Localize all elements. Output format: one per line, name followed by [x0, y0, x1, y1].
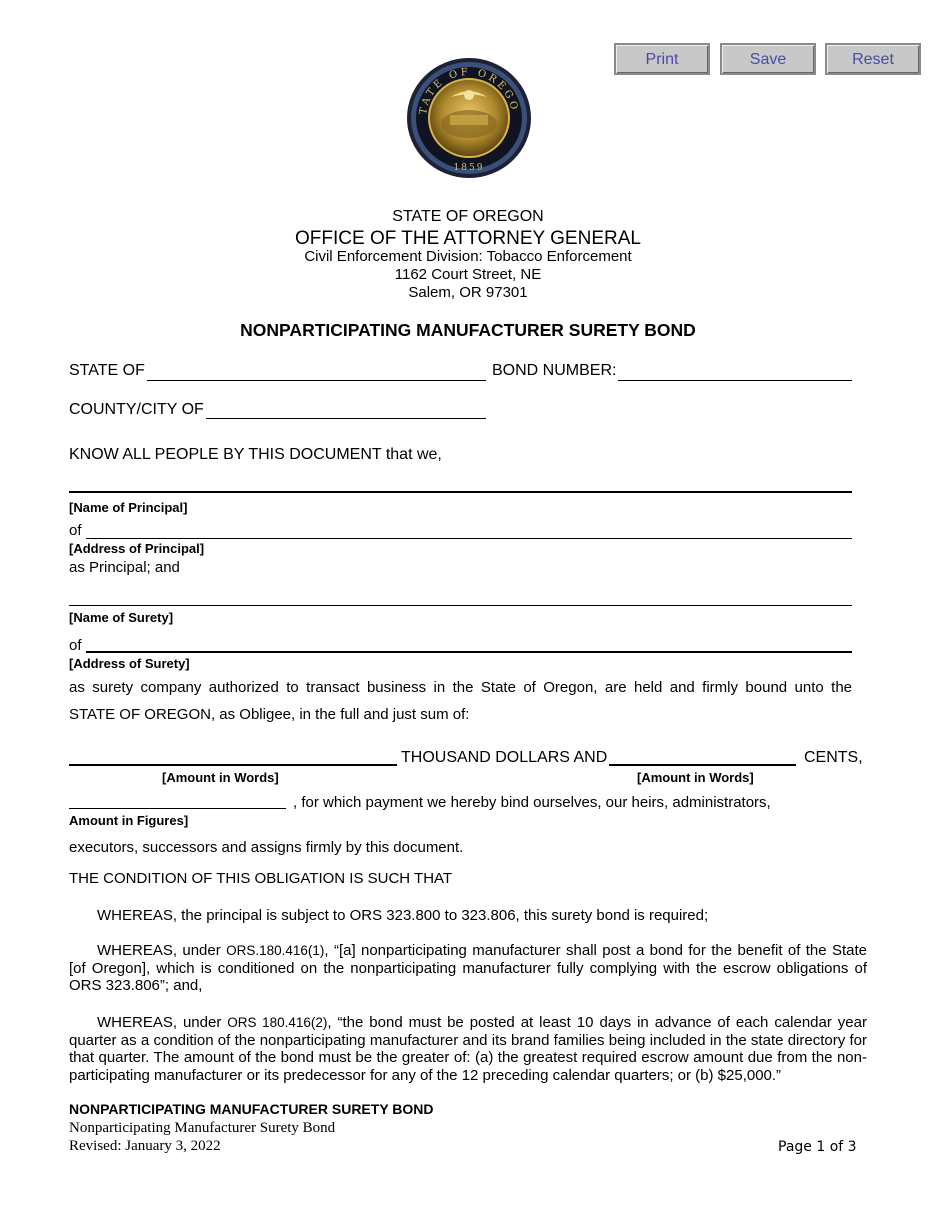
- condition-text: THE CONDITION OF THIS OBLIGATION IS SUCH THAT: [69, 870, 453, 887]
- know-all-text: KNOW ALL PEOPLE BY THIS DOCUMENT that we,: [69, 446, 442, 463]
- svg-text:STATE OF OREGON: TATE OF OREGO: [418, 66, 520, 116]
- whereas-2: WHEREAS, under ORS.180.416(1), “[a] nonparticipating manufacturer shall post a bond for the benefit of the State [of Oregon], which is conditioned on the nonparticipating manufacturer fully complying with the escrow obligations of ORS 323.806”; and,: [69, 942, 867, 994]
- footer-bold-title: NONPARTICIPATING MANUFACTURER SURETY BOND: [69, 1101, 434, 1117]
- of-label-principal: of: [69, 522, 82, 539]
- seal-year: 1859: [453, 163, 485, 173]
- name-of-principal-label: [Name of Principal]: [69, 500, 188, 515]
- amount-words-dollars-field[interactable]: [69, 764, 397, 766]
- bond-number-label: BOND NUMBER:: [492, 362, 617, 379]
- print-button[interactable]: Print: [614, 43, 710, 75]
- header-office: OFFICE OF THE ATTORNEY GENERAL: [295, 228, 641, 249]
- header-state: STATE OF OREGON: [392, 208, 544, 225]
- footer-revised: Revised: January 3, 2022: [69, 1138, 221, 1154]
- amount-in-words-label-1: [Amount in Words]: [162, 770, 279, 785]
- header-division: Civil Enforcement Division: Tobacco Enforcement: [304, 248, 632, 265]
- whereas-3: WHEREAS, under ORS 180.416(2), “the bond must be posted at least 10 days in advance of each calendar year quarter as a condition of the nonparticipating manufacturer and its brand families being included in the state directory for that quarter. The amount of the bond must be the greater of: (a) the greatest required escrow amount due from the non-participating manufacturer or its predecessor for any of the 12 preceding calendar quarters; or (b) $25,000.”: [69, 1014, 867, 1084]
- save-button[interactable]: Save: [720, 43, 816, 75]
- principal-name-field[interactable]: [69, 491, 852, 493]
- bond-number-field[interactable]: [618, 380, 852, 381]
- cents-text: CENTS,: [804, 749, 863, 766]
- footer-doc-name: Nonparticipating Manufacturer Surety Bond: [69, 1120, 336, 1136]
- amount-words-cents-field[interactable]: [609, 764, 796, 766]
- principal-address-field[interactable]: [86, 538, 852, 539]
- amount-in-words-label-2: [Amount in Words]: [637, 770, 754, 785]
- state-seal-icon: [406, 57, 532, 179]
- address-of-surety-label: [Address of Surety]: [69, 656, 190, 671]
- surety-name-field[interactable]: [69, 605, 852, 606]
- executors-text: executors, successors and assigns firmly by this document.: [69, 839, 464, 856]
- surety-text: as surety company authorized to transact business in the State of Oregon, are held and firmly bound unto the: [69, 679, 852, 696]
- thousand-dollars-text: THOUSAND DOLLARS AND: [401, 749, 608, 766]
- of-label-surety: of: [69, 637, 82, 654]
- amount-figures-field[interactable]: [69, 808, 286, 809]
- county-label: COUNTY/CITY OF: [69, 401, 204, 418]
- as-principal-text: as Principal; and: [69, 559, 180, 576]
- header-street: 1162 Court Street, NE: [394, 266, 542, 283]
- county-field[interactable]: [206, 418, 486, 419]
- whereas-1: WHEREAS, the principal is subject to ORS 323.800 to 323.806, this surety bond is required;: [97, 907, 709, 924]
- obligee-text: STATE OF OREGON, as Obligee, in the full and just sum of:: [69, 706, 470, 723]
- page-number: Page 1 of 3: [778, 1139, 857, 1155]
- reset-button[interactable]: Reset: [825, 43, 921, 75]
- state-of-field[interactable]: [147, 380, 486, 381]
- form-title: NONPARTICIPATING MANUFACTURER SURETY BOND: [240, 320, 696, 340]
- payment-text: , for which payment we hereby bind ourselves, our heirs, administrators,: [293, 794, 771, 811]
- state-of-label: STATE OF: [69, 362, 145, 379]
- amount-in-figures-label: Amount in Figures]: [69, 813, 189, 828]
- address-of-principal-label: [Address of Principal]: [69, 541, 205, 556]
- name-of-surety-label: [Name of Surety]: [69, 610, 174, 625]
- surety-address-field[interactable]: [86, 651, 852, 653]
- header-city: Salem, OR 97301: [408, 284, 528, 301]
